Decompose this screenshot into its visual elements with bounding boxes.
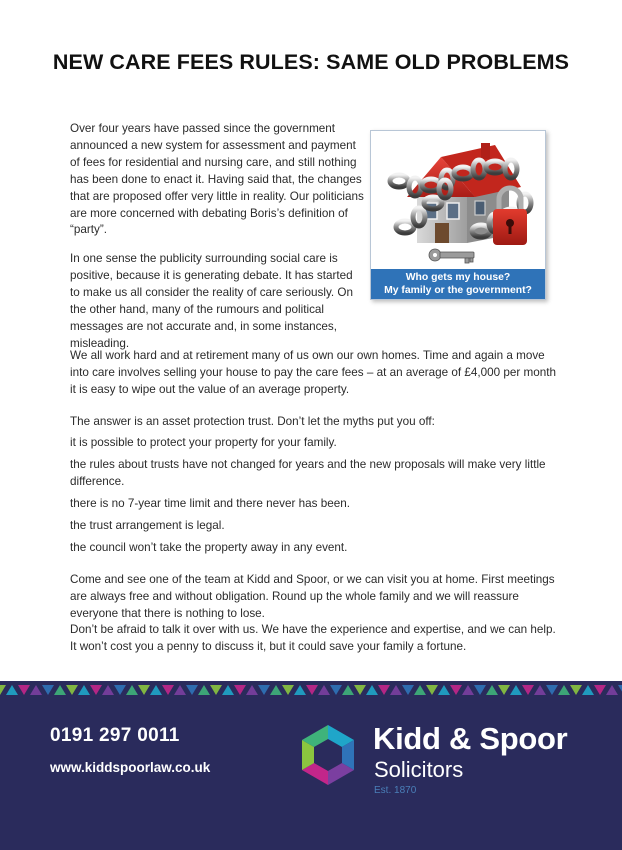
brand-name: Kidd & Spoor	[373, 721, 568, 756]
website-link[interactable]: www.kiddspoorlaw.co.uk	[50, 760, 211, 775]
publicity-paragraph: In one sense the publicity surrounding social care is positive, because it is generating debate. It has started to make us all consider the reality of care seriously. On the other hand, many of the rumours and political messages are not accurate and, in some instances, misleading.	[70, 252, 354, 350]
list-item: the council won’t take the property away in any event.	[70, 541, 348, 554]
page-title: NEW CARE FEES RULES: SAME OLD PROBLEMS	[52, 50, 570, 74]
list-item: the rules about trusts have not changed for years and the new proposals will make very little difference.	[70, 458, 546, 488]
kidd-spoor-hexagon-logo	[296, 723, 360, 787]
brand-established: Est. 1870	[374, 785, 417, 796]
brand-subtitle: Solicitors	[374, 757, 464, 782]
caption-line-1: Who gets my house?	[405, 272, 511, 283]
pattern-icon	[0, 681, 622, 699]
caption-line-2: My family or the government?	[384, 285, 532, 296]
house-figure	[370, 130, 546, 300]
reassurance-paragraph: Don’t be afraid to talk it over with us. We have the experience and expertise, and we can help. It won’t cost you a penny to discuss it, but it could save your family a fortune.	[70, 623, 556, 653]
footer	[0, 699, 622, 850]
figure-caption	[371, 269, 545, 299]
list-item: there is no 7-year time limit and there never has been.	[70, 497, 350, 510]
house-chained-padlock-icon	[371, 131, 545, 269]
retirement-paragraph: We all work hard and at retirement many of us own our own homes. Time and again a move into care involves selling your house to pay the care fees – at an average of £4,000 per month it is easy to wipe out the value of an average property.	[70, 349, 556, 396]
list-item: it is possible to protect your property for your family.	[70, 436, 337, 449]
intro-paragraph: Over four years have passed since the government announced a new system for assessment and payment of fees for residential and nursing care, and still nothing has been done to enact it. Having said that, the changes that are proposed offer very little in reality. Our politicians are more concerned with debating Boris’s definition of “party”.	[70, 122, 364, 237]
answer-paragraph: The answer is an asset protection trust. Don’t let the myths put you off:	[70, 415, 435, 428]
list-item: the trust arrangement is legal.	[70, 519, 225, 532]
phone-number[interactable]: 0191 297 0011	[50, 725, 180, 746]
visit-paragraph: Come and see one of the team at Kidd and Spoor, or we can visit you at home. First meetings are always free and without obligation. Round up the whole family and we will reassure everyone that there is nothing to lose.	[70, 573, 555, 620]
decorative-pattern-band	[0, 681, 622, 699]
